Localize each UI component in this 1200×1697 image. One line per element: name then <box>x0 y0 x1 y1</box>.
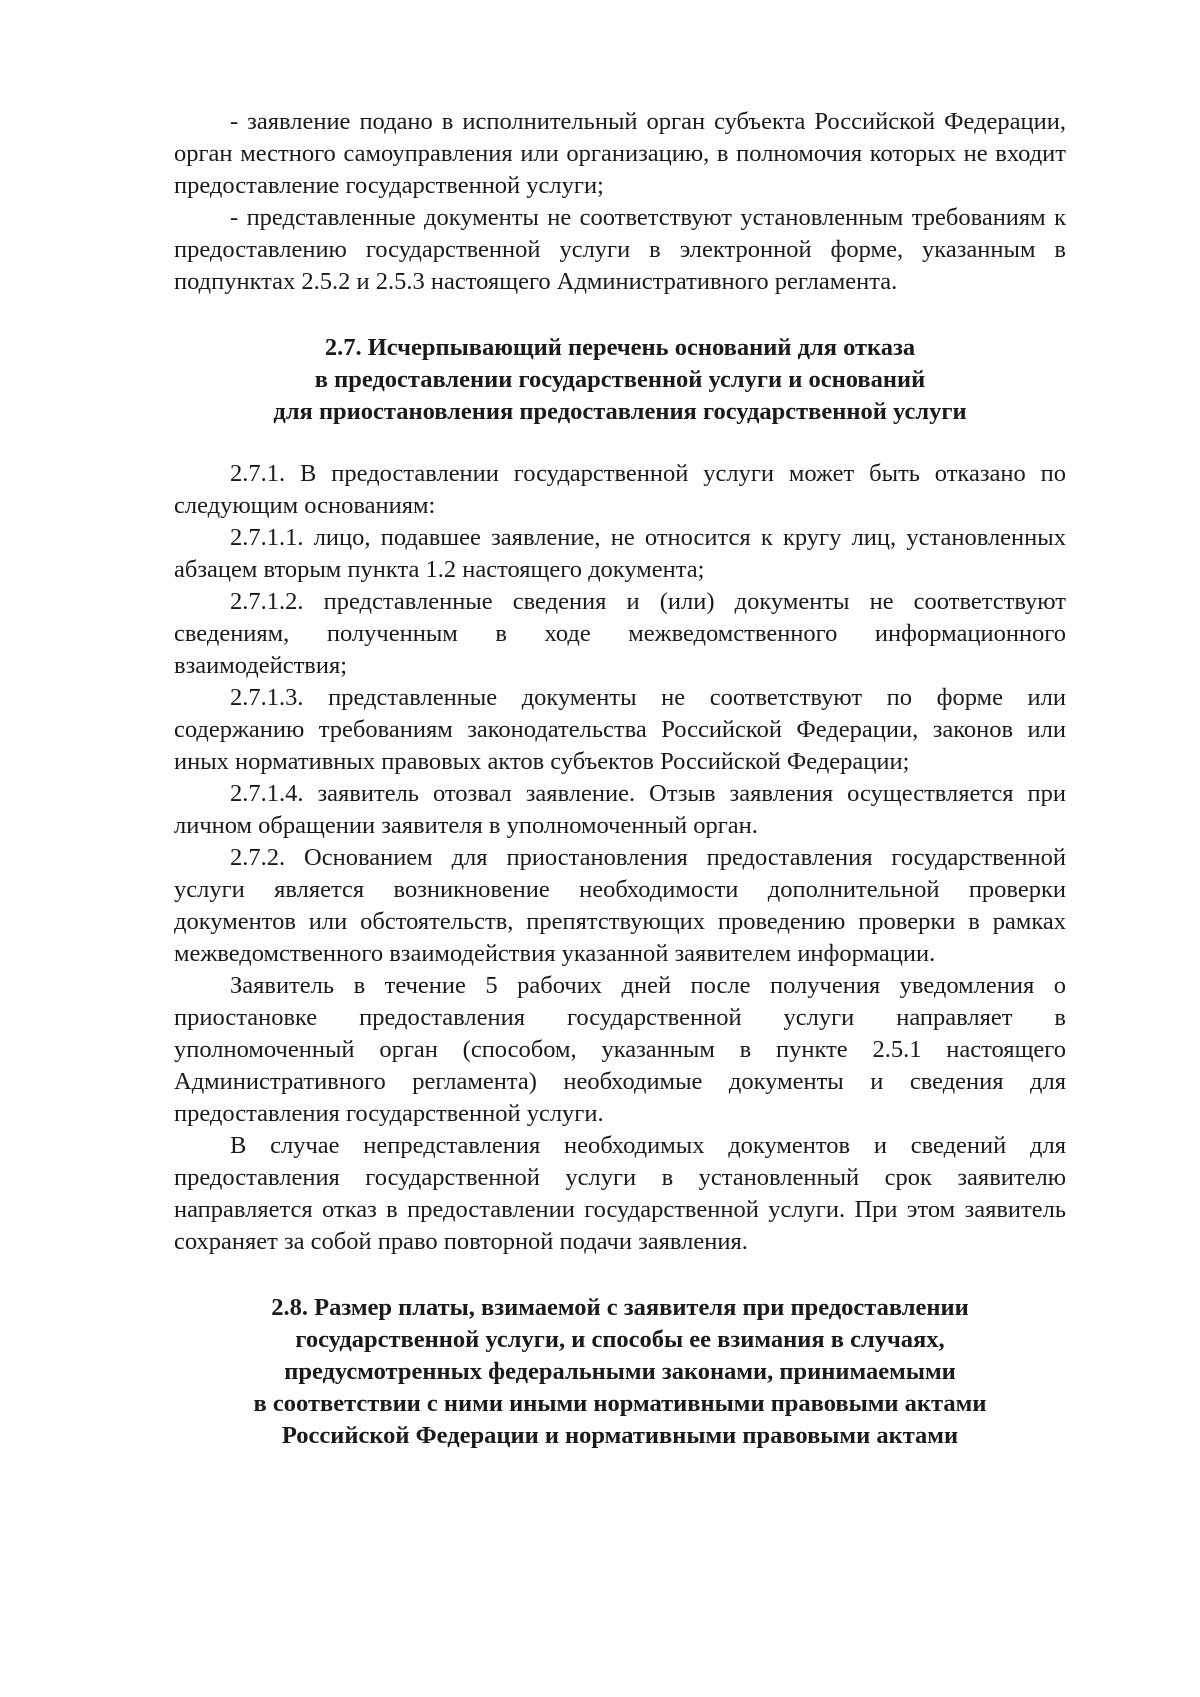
paragraph-2-7-1-1: 2.7.1.1. лицо, подавшее заявление, не относится к кругу лиц, установленных абзацем вторым пункта 1.2 настоящего документа; <box>174 524 1066 583</box>
heading-line: для приостановления предоставления государственной услуги <box>273 398 967 425</box>
paragraph-refusal-case: В случае непредставления необходимых документов и сведений для предоставления государственной услуги в установленный срок заявителю направляется отказ в предоставлении государственной услуги. При этом заявитель сохраняет за собой право повторной подачи заявления. <box>174 1132 1066 1255</box>
paragraph-2-7-1-2: 2.7.1.2. представленные сведения и (или) документы не соответствуют сведениям, полученным в ходе межведомственного информационного взаимодействия; <box>174 588 1066 679</box>
paragraph-2-7-1: 2.7.1. В предоставлении государственной услуги может быть отказано по следующим основаниям: <box>174 460 1066 519</box>
heading-line: 2.7. Исчерпывающий перечень оснований для отказа <box>324 334 916 361</box>
heading-line: 2.8. Размер платы, взимаемой с заявителя при предоставлении <box>271 1294 969 1321</box>
heading-line: Российской Федерации и нормативными правовыми актами <box>281 1422 959 1449</box>
heading-line: предусмотренных федеральными законами, принимаемыми <box>284 1358 956 1385</box>
paragraph-applicant-deadline: Заявитель в течение 5 рабочих дней после получения уведомления о приостановке предоставления государственной услуги направляет в уполномоченный орган (способом, указанным в пункте 2.5.1 настоящего Административного регламента) необходимые документы и сведения для предоставления государственной услуги. <box>174 972 1066 1127</box>
paragraph-2-7-2: 2.7.2. Основанием для приостановления предоставления государственной услуги является возникновение необходимости дополнительной проверки документов или обстоятельств, препятствующих проведению проверки в рамках межведомственного взаимодействия указанной заявителем информации. <box>174 844 1066 967</box>
heading-line: государственной услуги, и способы ее взимания в случаях, <box>295 1326 945 1353</box>
intro-paragraph-1: - заявление подано в исполнительный орган субъекта Российской Федерации, орган местного самоуправления или организацию, в полномочия которых не входит предоставление государственной услуги; <box>174 108 1066 199</box>
section-2-7-heading <box>174 332 1066 428</box>
intro-paragraph-2: - представленные документы не соответствуют установленным требованиям к предоставлению государственной услуги в электронной форме, указанным в подпунктах 2.5.2 и 2.5.3 настоящего Административного регламента. <box>174 204 1066 295</box>
paragraph-2-7-1-3: 2.7.1.3. представленные документы не соответствуют по форме или содержанию требованиям законодательства Российской Федерации, законов или иных нормативных правовых актов субъектов Российской Федерации; <box>174 684 1066 775</box>
heading-line: в соответствии с ними иными нормативными правовыми актами <box>253 1390 987 1417</box>
section-2-8-heading <box>174 1292 1066 1452</box>
paragraph-2-7-1-4: 2.7.1.4. заявитель отозвал заявление. Отзыв заявления осуществляется при личном обращении заявителя в уполномоченный орган. <box>174 780 1066 839</box>
document-page <box>174 106 1066 1452</box>
heading-line: в предоставлении государственной услуги и оснований <box>314 366 926 393</box>
